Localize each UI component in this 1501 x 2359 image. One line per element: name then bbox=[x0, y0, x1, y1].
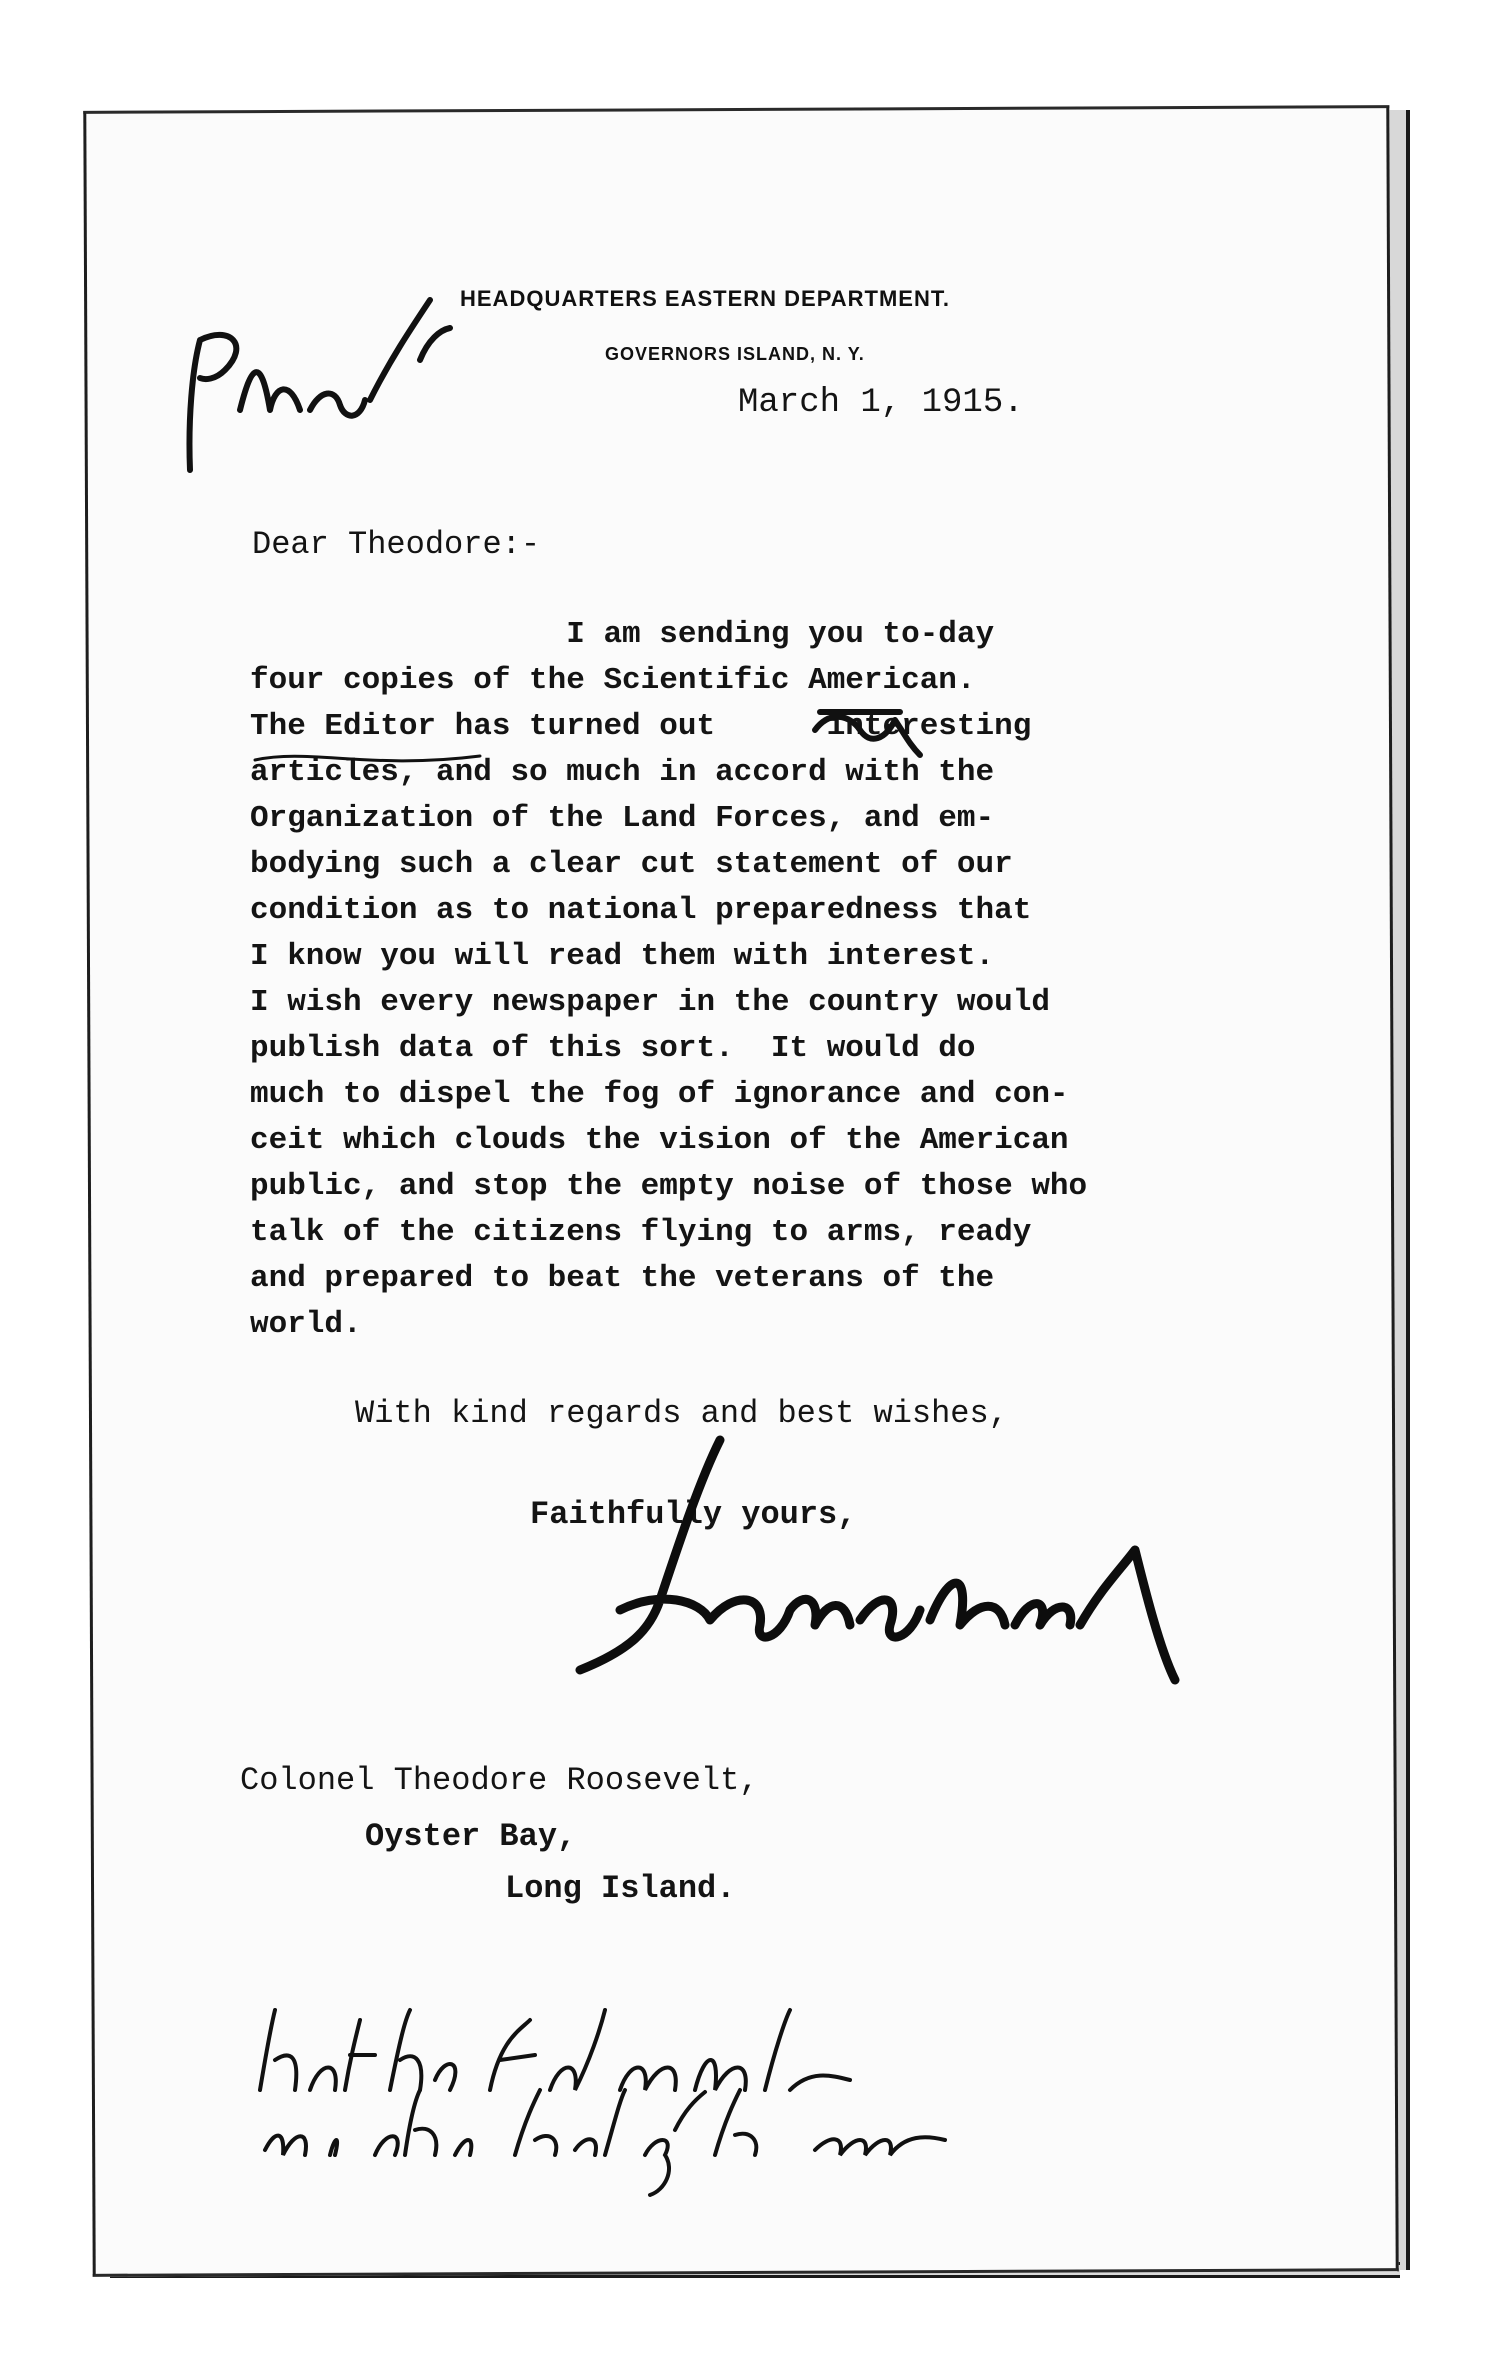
letterhead-location: GOVERNORS ISLAND, N. Y. bbox=[605, 344, 865, 364]
handwritten-underline bbox=[250, 740, 490, 780]
addressee-town: Oyster Bay, bbox=[365, 1818, 577, 1855]
valediction: Faithfully yours, bbox=[530, 1496, 857, 1533]
body-line: four copies of the Scientific American. bbox=[250, 663, 976, 698]
body-line: world. bbox=[250, 1307, 362, 1342]
body-line: talk of the citizens flying to arms, ready bbox=[250, 1215, 1032, 1250]
body-line: condition as to national preparedness that bbox=[250, 893, 1032, 928]
body-line: bodying such a clear cut statement of our bbox=[250, 847, 1013, 882]
body-line: much to dispel the fog of ignorance and con- bbox=[250, 1077, 1069, 1112]
body-line: and prepared to beat the veterans of the bbox=[250, 1261, 995, 1296]
salutation: Dear Theodore:- bbox=[252, 526, 541, 563]
signature bbox=[560, 1420, 1200, 1720]
handwritten-margin-mark bbox=[170, 270, 470, 490]
body-line: I know you will read them with interest. bbox=[250, 939, 995, 974]
addressee-name: Colonel Theodore Roosevelt, bbox=[240, 1762, 759, 1799]
body-line: publish data of this sort. It would do bbox=[250, 1031, 976, 1066]
handwritten-correction bbox=[810, 700, 930, 760]
body-line: public, and stop the empty noise of those who bbox=[250, 1169, 1088, 1204]
body-line: The Editor has turned out interesting bbox=[250, 709, 1032, 744]
body-line: I am sending you to-day bbox=[250, 617, 995, 652]
handwritten-note-line-2 bbox=[255, 2080, 955, 2200]
closing-line: With kind regards and best wishes, bbox=[355, 1395, 1008, 1432]
letterhead-department: HEADQUARTERS EASTERN DEPARTMENT. bbox=[460, 286, 950, 311]
body-line: I wish every newspaper in the country would bbox=[250, 985, 1050, 1020]
addressee-region: Long Island. bbox=[505, 1870, 736, 1907]
body-line: articles, and so much in accord with the bbox=[250, 755, 995, 790]
letter-date: March 1, 1915. bbox=[738, 384, 1024, 422]
body-line: Organization of the Land Forces, and em- bbox=[250, 801, 995, 836]
letter-body bbox=[250, 612, 1310, 1348]
body-line: ceit which clouds the vision of the American bbox=[250, 1123, 1069, 1158]
